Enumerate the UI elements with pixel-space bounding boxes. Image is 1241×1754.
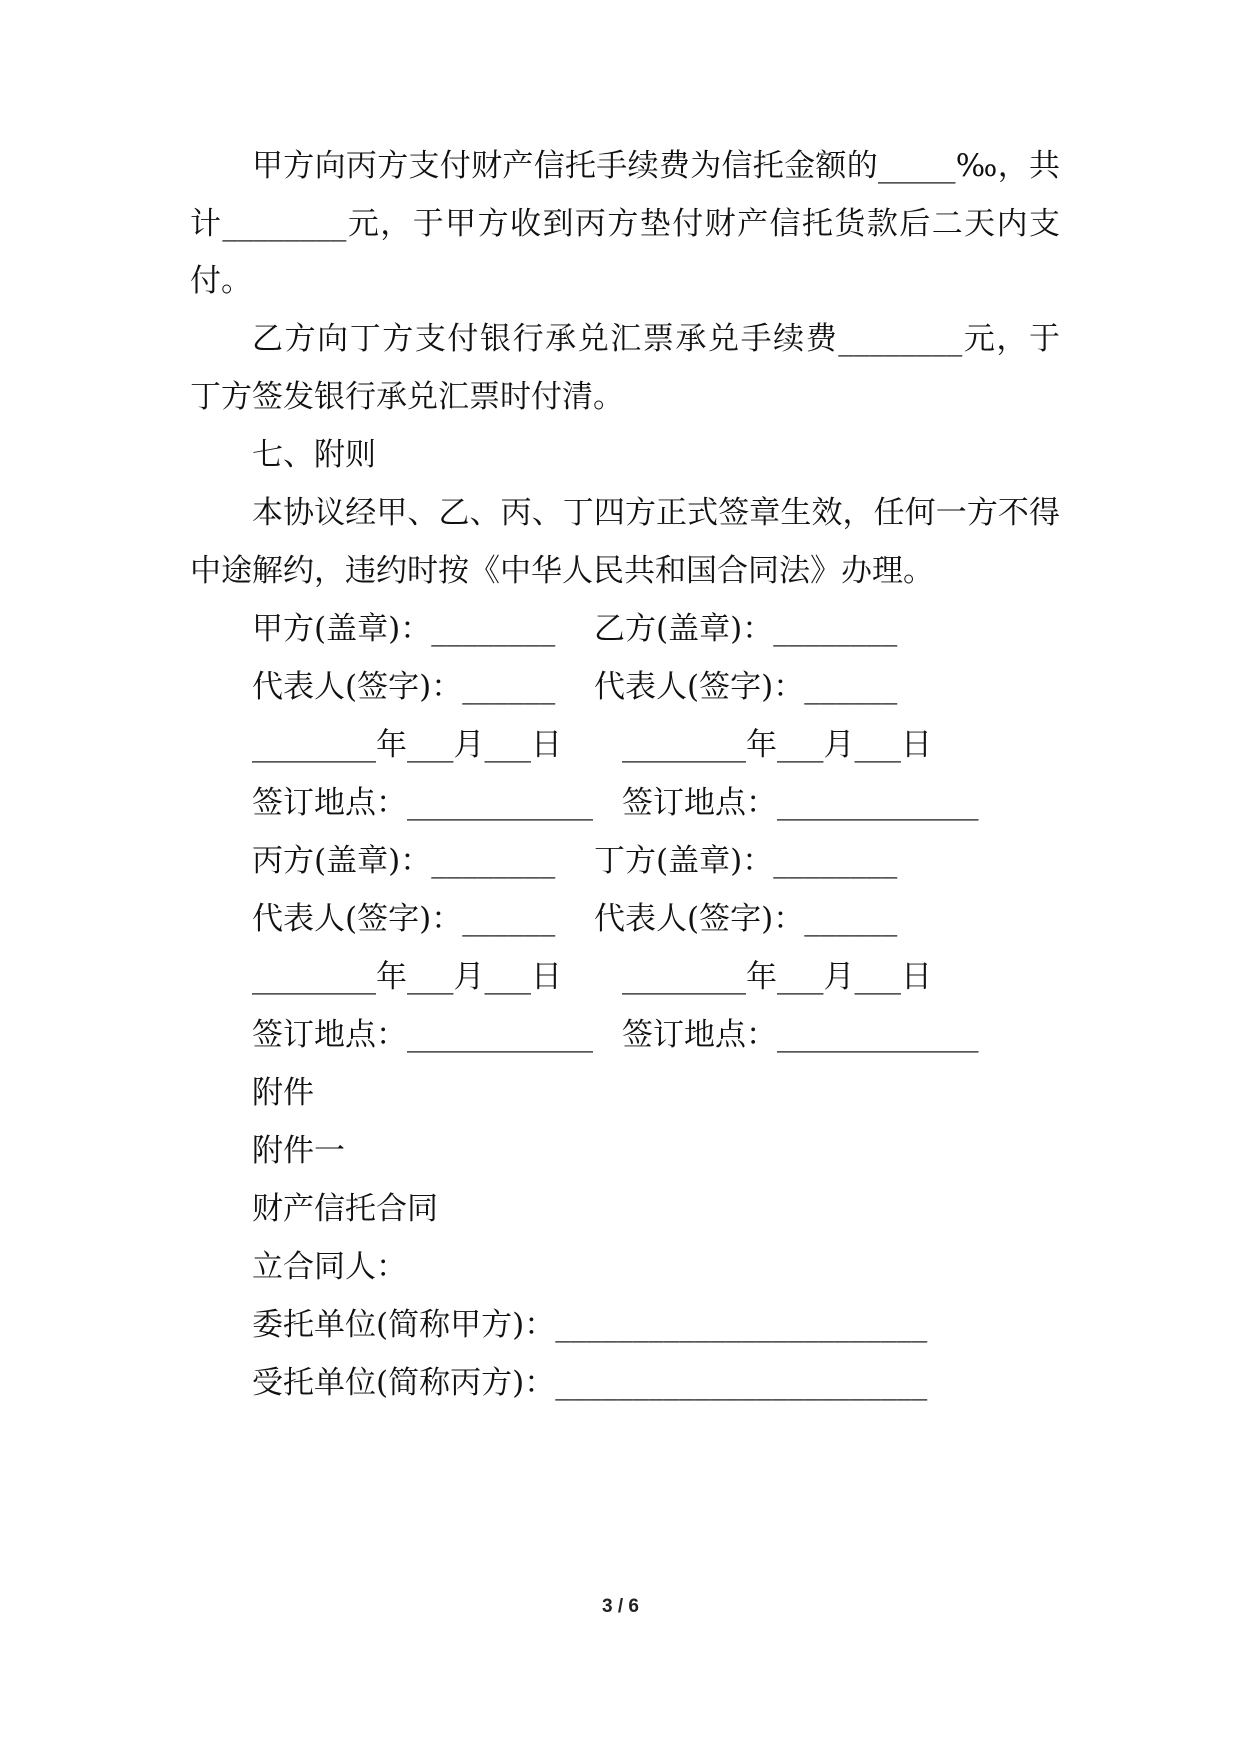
trustee-party-field: 受托单位(简称丙方)：________________________ [252,1365,928,1401]
party-c-seal-field: 丙方(盖章)：________ [252,843,556,879]
paragraph-fee-line-3: 付。 [190,263,252,299]
paragraph-acceptance-fee-line-1: 乙方向丁方支付银行承兑汇票承兑手续费________元，于 [252,321,1060,357]
attachment-title: 财产信托合同 [252,1191,438,1227]
party-d-date-field: ________年___月___日 [622,959,932,995]
paragraph-effective-line-1: 本协议经甲、乙、丙、丁四方正式签章生效，任何一方不得 [252,495,1060,531]
attachment-sub-heading: 附件一 [252,1133,345,1169]
party-a-date-field: ________年___月___日 [252,727,562,763]
paragraph-acceptance-fee-line-2: 丁方签发银行承兑汇票时付清。 [190,379,624,415]
paragraph-effective-line-2: 中途解约，违约时按《中华人民共和国合同法》办理。 [190,553,934,589]
section-heading-supplementary: 七、附则 [252,437,376,473]
contract-parties-label: 立合同人： [252,1249,407,1285]
entrusting-party-field: 委托单位(简称甲方)：________________________ [252,1307,928,1343]
paragraph-fee-line-2: 计________元，于甲方收到丙方垫付财产信托货款后二天内支 [190,206,1060,242]
party-b-date-field: ________年___月___日 [622,727,932,763]
page-number: 3 / 6 [602,1596,639,1617]
paragraph-fee-line-1: 甲方向丙方支付财产信托手续费为信托金额的_____‰，共 [252,148,1060,184]
party-c-date-field: ________年___月___日 [252,959,562,995]
attachment-heading: 附件 [252,1075,314,1111]
party-a-representative-field: 代表人(签字)：______ [252,669,556,705]
party-a-seal-field: 甲方(盖章)：________ [252,611,556,647]
party-b-seal-field: 乙方(盖章)：________ [594,611,898,647]
party-a-place-field: 签订地点：____________ [252,785,593,821]
party-d-seal-field: 丁方(盖章)：________ [594,843,898,879]
party-b-place-field: 签订地点：_____________ [622,785,979,821]
party-d-representative-field: 代表人(签字)：______ [594,901,898,937]
party-d-place-field: 签订地点：_____________ [622,1017,979,1053]
party-c-place-field: 签订地点：____________ [252,1017,593,1053]
party-b-representative-field: 代表人(签字)：______ [594,669,898,705]
party-c-representative-field: 代表人(签字)：______ [252,901,556,937]
